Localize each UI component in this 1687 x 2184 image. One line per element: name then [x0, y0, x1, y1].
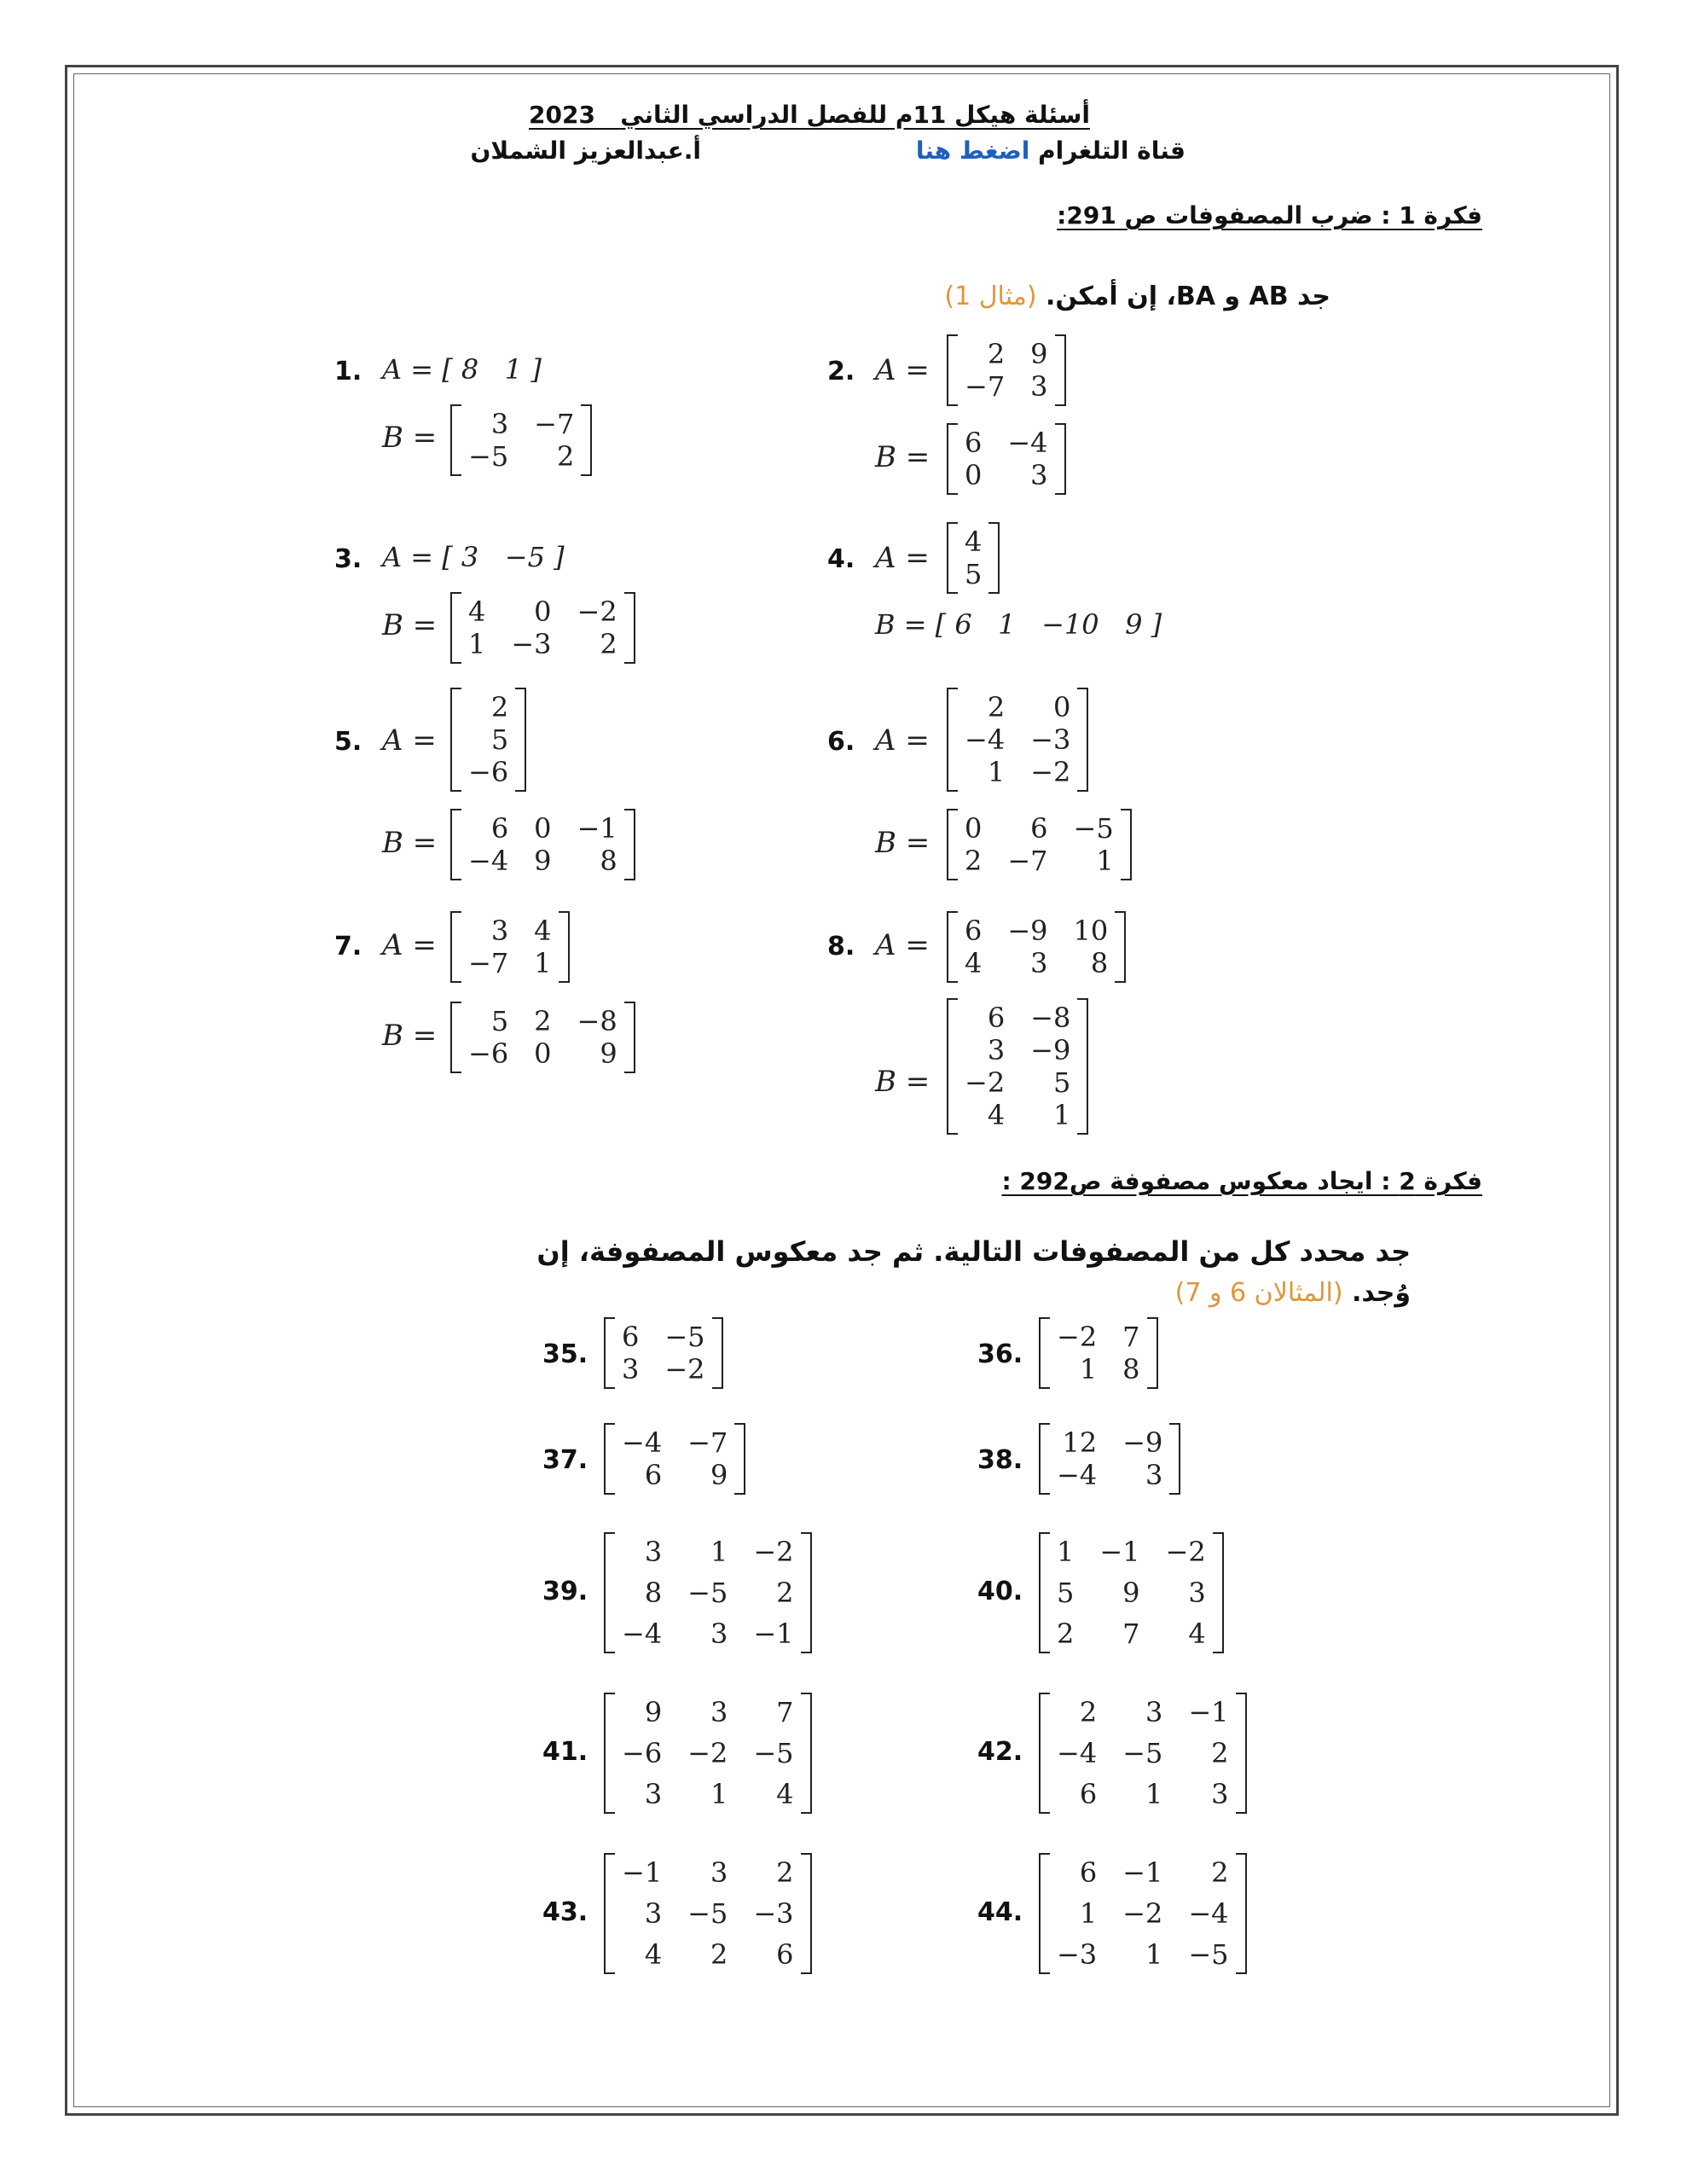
matrix-entry: 3 — [1145, 1459, 1163, 1491]
matrix-bracket — [450, 592, 461, 664]
matrix-entry: −9 — [1122, 1426, 1163, 1459]
matrix-B-row: B = [ 6 1 −10 9 ] — [875, 608, 1162, 641]
matrix-entry: 2 — [534, 1005, 552, 1037]
matrix-entry: 3 — [710, 1618, 728, 1650]
equals-label: B = — [875, 440, 930, 474]
matrix-B — [947, 423, 1066, 495]
matrix-entry: −1 — [753, 1618, 794, 1650]
problem-number: 4. — [827, 544, 855, 574]
matrix — [1039, 1532, 1224, 1653]
matrix-entry: −4 — [622, 1426, 663, 1459]
matrix-entry: 3 — [1188, 1577, 1206, 1609]
equals-label: B = — [382, 826, 438, 860]
equals-label: A = — [875, 723, 930, 758]
title-text: أسئلة هيكل 11م للفصل الدراسي الثاني — [620, 101, 1090, 129]
equals-label: A = — [875, 541, 930, 575]
matrix-entry: 3 — [1030, 370, 1048, 403]
matrix-bracket — [515, 688, 526, 792]
equals-label: B = — [382, 421, 438, 455]
matrix-B — [450, 404, 592, 476]
matrix-B — [947, 998, 1088, 1135]
problem-number: 43. — [542, 1897, 588, 1927]
matrix — [604, 1423, 745, 1495]
matrix-bracket — [1055, 334, 1066, 406]
matrix-entry: −5 — [687, 1577, 728, 1609]
matrix-entry: 5 — [490, 1005, 509, 1037]
matrix-bracket — [947, 688, 958, 792]
matrix-entry: 3 — [1030, 947, 1048, 979]
matrix-bracket — [947, 334, 958, 406]
matrix-entry: 2 — [987, 338, 1006, 370]
matrix-bracket — [450, 1002, 461, 1073]
matrix-entry: 3 — [622, 1353, 640, 1385]
matrix-entry: 2 — [1211, 1737, 1229, 1769]
matrix-entry: −2 — [664, 1353, 705, 1385]
matrix-entry: 6 — [644, 1459, 663, 1491]
matrix-B — [947, 809, 1132, 880]
matrix-entry: 1 — [1145, 1778, 1163, 1810]
matrix-entry: 1 — [710, 1536, 728, 1568]
matrix-entry: 3 — [644, 1897, 663, 1930]
matrix-entry: 1 — [710, 1778, 728, 1810]
problem-number: 3. — [334, 544, 362, 574]
matrix-entry: 12 — [1062, 1426, 1098, 1459]
problem-number: 44. — [977, 1897, 1023, 1927]
matrix-entry: −7 — [534, 408, 575, 440]
matrix-entry: 2 — [776, 1577, 794, 1609]
matrix-entry: −4 — [1007, 427, 1048, 459]
matrix-entry: 2 — [776, 1856, 794, 1889]
problem-number: 8. — [827, 932, 855, 961]
matrix — [604, 1532, 812, 1653]
matrix-entry: −2 — [577, 595, 617, 628]
instruction-text: وُجد. — [1352, 1278, 1411, 1308]
matrix-entry: −4 — [622, 1618, 663, 1650]
matrix-bracket — [624, 809, 635, 880]
matrix-A — [947, 911, 1126, 983]
matrix-entry: 8 — [1090, 947, 1109, 979]
telegram-line — [916, 136, 1186, 165]
matrix-entry: 4 — [534, 915, 552, 947]
matrix-bracket — [1213, 1532, 1224, 1653]
matrix-entry: 8 — [1122, 1353, 1140, 1385]
matrix — [1039, 1423, 1180, 1495]
matrix-entry: 1 — [1052, 1099, 1071, 1131]
section2-heading: فكرة 2 : ايجاد معكوس مصفوفة ص292 : — [1001, 1167, 1482, 1195]
equals-label: A = — [875, 353, 930, 387]
matrix-bracket — [801, 1532, 812, 1653]
matrix-bracket — [624, 592, 635, 664]
matrix-entry: 3 — [987, 1034, 1006, 1066]
matrix-A-row: A = [ 3 −5 ] — [382, 541, 565, 573]
matrix-entry: 1 — [1079, 1897, 1098, 1930]
matrix-entry: −1 — [577, 812, 617, 845]
matrix-A — [450, 688, 526, 792]
matrix-entry: 3 — [1211, 1778, 1229, 1810]
matrix-entry: −6 — [622, 1737, 663, 1769]
matrix-entry: 3 — [644, 1778, 663, 1810]
matrix-entry: 8 — [644, 1577, 663, 1609]
matrix-entry: 2 — [965, 845, 983, 877]
matrix-bracket — [450, 688, 461, 792]
matrix-entry: 3 — [710, 1696, 728, 1728]
problem-number: 40. — [977, 1577, 1023, 1606]
matrix-entry: 9 — [644, 1696, 663, 1728]
matrix-bracket — [450, 809, 461, 880]
example-ref: (مثال 1) — [944, 282, 1037, 311]
matrix-entry: 1 — [987, 756, 1006, 788]
matrix-entry: 2 — [600, 628, 617, 660]
equals-label: A = — [382, 928, 437, 962]
matrix-bracket — [1121, 809, 1132, 880]
matrix-entry: −2 — [1030, 756, 1071, 788]
matrix-entry: 6 — [776, 1938, 794, 1971]
matrix-bracket — [1169, 1423, 1180, 1495]
matrix-entry: 4 — [987, 1099, 1006, 1131]
matrix-entry: 6 — [622, 1321, 640, 1353]
matrix-bracket — [604, 1423, 615, 1495]
problem-number: 41. — [542, 1737, 588, 1767]
matrix-entry: 1 — [1079, 1353, 1098, 1385]
matrix-entry: 4 — [644, 1938, 663, 1971]
matrix-entry: 6 — [1079, 1778, 1098, 1810]
matrix-bracket — [801, 1853, 812, 1974]
equals-label: A = — [875, 928, 930, 962]
matrix-entry: 2 — [1211, 1856, 1229, 1889]
matrix-entry: 1 — [468, 628, 486, 660]
matrix-entry: 7 — [776, 1696, 794, 1728]
matrix-entry: −7 — [965, 370, 1006, 403]
matrix-entry: 6 — [490, 812, 509, 845]
matrix-entry: 5 — [1052, 1066, 1071, 1099]
matrix-bracket — [1115, 911, 1126, 983]
matrix — [604, 1693, 812, 1814]
matrix-entry: 2 — [1079, 1696, 1098, 1728]
matrix-entry: 1 — [1096, 845, 1114, 877]
matrix-entry: −1 — [1188, 1696, 1229, 1728]
matrix-entry: 6 — [987, 1002, 1006, 1034]
matrix-entry: −1 — [1099, 1536, 1140, 1568]
title-year: 2023 — [529, 101, 595, 129]
matrix-entry: 8 — [600, 845, 617, 877]
matrix-entry: −2 — [1165, 1536, 1206, 1568]
matrix-entry: −7 — [468, 947, 509, 979]
matrix-entry: 3 — [710, 1856, 728, 1889]
matrix-bracket — [947, 809, 958, 880]
matrix — [604, 1853, 812, 1974]
matrix-bracket — [1055, 423, 1066, 495]
matrix-A-row: A = [ 8 1 ] — [382, 353, 542, 386]
problem-number: 1. — [334, 357, 362, 386]
matrix-entry: −4 — [1057, 1737, 1098, 1769]
matrix-bracket — [801, 1693, 812, 1814]
matrix-bracket — [1077, 688, 1088, 792]
matrix-bracket — [1147, 1317, 1158, 1389]
matrix-entry: −6 — [468, 1037, 509, 1070]
matrix-entry: 3 — [1030, 459, 1048, 491]
problem-number: 7. — [334, 932, 362, 961]
matrix-bracket — [947, 522, 958, 594]
matrix-bracket — [604, 1853, 615, 1974]
equals-label: A = — [382, 723, 437, 758]
matrix-entry: 2 — [490, 691, 509, 723]
matrix — [604, 1317, 723, 1389]
matrix-entry: 4 — [776, 1778, 794, 1810]
instruction-text: جد AB و BA، إن أمكن. — [1045, 282, 1330, 311]
matrix-bracket — [581, 404, 592, 476]
problem-number: 6. — [827, 727, 855, 757]
matrix-entry: 5 — [490, 723, 509, 756]
matrix-entry: 4 — [468, 595, 486, 628]
matrix-entry: −3 — [511, 628, 552, 660]
matrix-entry: 1 — [1145, 1938, 1163, 1971]
matrix-entry: 6 — [1079, 1856, 1098, 1889]
problem-number: 36. — [977, 1339, 1023, 1369]
matrix-entry: 6 — [1030, 812, 1048, 845]
matrix-entry: −5 — [687, 1897, 728, 1930]
matrix-entry: −9 — [1030, 1034, 1071, 1066]
matrix-entry: 5 — [1057, 1577, 1075, 1609]
matrix-bracket — [1039, 1317, 1050, 1389]
matrix-entry: 2 — [710, 1938, 728, 1971]
matrix-entry: 4 — [1188, 1618, 1206, 1650]
matrix-bracket — [1236, 1853, 1247, 1974]
matrix-A — [947, 688, 1088, 792]
matrix-bracket — [624, 1002, 635, 1073]
equals-label: B = — [875, 1065, 930, 1099]
matrix — [1039, 1693, 1247, 1814]
matrix-entry: −5 — [468, 440, 509, 473]
problem-number: 38. — [977, 1445, 1023, 1475]
matrix-entry: 1 — [1057, 1536, 1075, 1568]
matrix-entry: 9 — [1030, 338, 1048, 370]
matrix-entry: −4 — [468, 845, 509, 877]
matrix-bracket — [450, 911, 461, 983]
matrix-entry: −1 — [622, 1856, 663, 1889]
matrix-entry: −7 — [687, 1426, 728, 1459]
matrix-B — [450, 809, 635, 880]
problem-number: 42. — [977, 1737, 1023, 1767]
matrix-bracket — [712, 1317, 723, 1389]
matrix-entry: −4 — [965, 723, 1006, 756]
matrix-bracket — [947, 423, 958, 495]
matrix-entry: −4 — [1188, 1897, 1229, 1930]
matrix-bracket — [604, 1317, 615, 1389]
matrix-entry: −1 — [1122, 1856, 1163, 1889]
matrix-bracket — [1039, 1423, 1050, 1495]
problem-number: 35. — [542, 1339, 588, 1369]
matrix-entry: 0 — [534, 1037, 552, 1070]
matrix-entry: −2 — [1122, 1897, 1163, 1930]
matrix-entry: 2 — [987, 691, 1006, 723]
matrix-entry: −2 — [1057, 1321, 1098, 1353]
matrix — [1039, 1853, 1247, 1974]
problem-number: 2. — [827, 357, 855, 386]
author-name: أ.عبدالعزيز الشملان — [470, 136, 701, 165]
matrix-entry: 2 — [556, 440, 575, 473]
matrix-B — [450, 592, 635, 664]
matrix-entry: −3 — [753, 1897, 794, 1930]
matrix-entry: −7 — [1007, 845, 1048, 877]
matrix-entry: 0 — [965, 459, 983, 491]
matrix-entry: 3 — [644, 1536, 663, 1568]
matrix-entry: 9 — [534, 845, 552, 877]
matrix-A — [450, 911, 570, 983]
section1-heading: فكرة 1 : ضرب المصفوفات ص 291: — [1057, 201, 1482, 229]
problem-number: 5. — [334, 727, 362, 757]
matrix-entry: −3 — [1030, 723, 1071, 756]
example-ref: (المثالان 6 و 7) — [1174, 1278, 1343, 1308]
matrix-bracket — [947, 998, 958, 1135]
matrix-entry: 9 — [600, 1037, 617, 1070]
matrix-bracket — [450, 404, 461, 476]
matrix-entry: 4 — [965, 947, 983, 979]
matrix-entry: 9 — [1122, 1577, 1140, 1609]
matrix-entry: −5 — [1188, 1938, 1229, 1971]
matrix-entry: 1 — [534, 947, 552, 979]
equals-label: B = — [382, 1019, 438, 1053]
matrix-entry: −2 — [687, 1737, 728, 1769]
equals-label: B = — [875, 826, 930, 860]
matrix-bracket — [1039, 1532, 1050, 1653]
matrix-entry: −8 — [577, 1005, 617, 1037]
matrix-entry: 7 — [1122, 1321, 1140, 1353]
matrix-A — [947, 334, 1066, 406]
problem-number: 37. — [542, 1445, 588, 1475]
section2-instruction-line2 — [1175, 1278, 1411, 1308]
matrix-bracket — [604, 1693, 615, 1814]
matrix-entry: 3 — [490, 408, 509, 440]
matrix-entry: −3 — [1057, 1938, 1098, 1971]
matrix-bracket — [734, 1423, 745, 1495]
matrix-entry: 0 — [534, 595, 552, 628]
matrix-entry: −5 — [664, 1321, 705, 1353]
telegram-label: قناة التلغرام — [1038, 136, 1186, 165]
matrix-entry: 0 — [1052, 691, 1071, 723]
matrix-bracket — [988, 522, 1000, 594]
matrix-A — [947, 522, 1000, 594]
matrix-entry: 7 — [1122, 1618, 1140, 1650]
matrix-bracket — [559, 911, 570, 983]
matrix-entry: 6 — [965, 427, 983, 459]
telegram-link[interactable]: اضغط هنا — [915, 136, 1030, 165]
matrix-entry: −5 — [1073, 812, 1114, 845]
matrix-entry: −2 — [965, 1066, 1006, 1099]
matrix-entry: −6 — [468, 756, 509, 788]
matrix-entry: 4 — [965, 526, 983, 558]
matrix-bracket — [1039, 1693, 1050, 1814]
matrix-bracket — [1077, 998, 1088, 1135]
matrix-entry: −5 — [1122, 1737, 1163, 1769]
matrix-bracket — [604, 1532, 615, 1653]
matrix-entry: −9 — [1007, 915, 1048, 947]
matrix-entry: 6 — [965, 915, 983, 947]
matrix-bracket — [947, 911, 958, 983]
matrix-entry: 3 — [1145, 1696, 1163, 1728]
matrix-entry: 0 — [965, 812, 983, 845]
matrix-bracket — [1236, 1693, 1247, 1814]
matrix-entry: 0 — [534, 812, 552, 845]
matrix-entry: −8 — [1030, 1002, 1071, 1034]
matrix-entry: −4 — [1057, 1459, 1098, 1491]
equals-label: B = — [382, 608, 438, 642]
matrix-entry: 9 — [710, 1459, 728, 1491]
matrix-entry: 5 — [965, 558, 983, 590]
matrix-entry: 3 — [490, 915, 509, 947]
matrix-bracket — [1039, 1853, 1050, 1974]
matrix-entry: −2 — [753, 1536, 794, 1568]
matrix-entry: −5 — [753, 1737, 794, 1769]
matrix — [1039, 1317, 1158, 1389]
section1-instruction — [944, 282, 1330, 311]
matrix-entry: 2 — [1057, 1618, 1075, 1650]
matrix-entry: 10 — [1073, 915, 1109, 947]
section2-instruction-line1: جد محدد كل من المصفوفات التالية. ثم جد معكوس المصفوفة، إن — [536, 1235, 1411, 1268]
page-title — [529, 101, 1090, 129]
problem-number: 39. — [542, 1577, 588, 1606]
matrix-B — [450, 1002, 635, 1073]
